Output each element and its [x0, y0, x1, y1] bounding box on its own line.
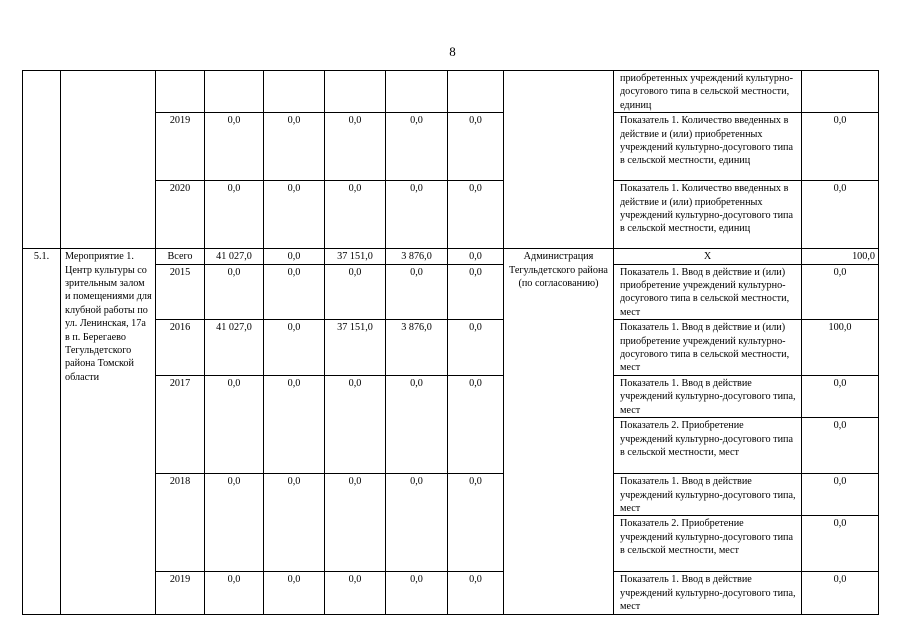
page-number: 8	[449, 44, 456, 59]
cell-indicator: Показатель 1. Ввод в действие и (или) приобретение учреждений культурно-досугового типа в сельской местности, мест	[614, 320, 802, 376]
cell-value: 0,0	[264, 572, 325, 614]
cell-indicator-value: 0,0	[802, 181, 879, 249]
cell-value: 3 876,0	[386, 320, 448, 376]
cell-indicator-value: 100,0	[802, 249, 879, 264]
cell-value: 0,0	[205, 181, 264, 249]
cell-year: 2019	[156, 113, 205, 181]
cell-year: 2018	[156, 474, 205, 572]
cell-value: 0,0	[205, 572, 264, 614]
cell-value: 0,0	[264, 249, 325, 264]
cell-value: 0,0	[264, 264, 325, 320]
cell-indicator: X	[614, 249, 802, 264]
cell-year: 2017	[156, 375, 205, 473]
cell-value: 0,0	[264, 320, 325, 376]
cell-value: 0,0	[448, 181, 504, 249]
cell-value	[386, 71, 448, 113]
cell-value: 0,0	[264, 181, 325, 249]
cell-indicator-value: 0,0	[802, 264, 879, 320]
cell-value: 0,0	[448, 249, 504, 264]
cell-value: 0,0	[448, 572, 504, 614]
cell-indicator-value: 0,0	[802, 572, 879, 614]
cell-value: 0,0	[205, 375, 264, 473]
cell-value: 0,0	[386, 474, 448, 572]
cell-value: 0,0	[205, 264, 264, 320]
cell-number: 5.1.	[23, 249, 61, 614]
cell-value: 0,0	[325, 264, 386, 320]
program-table	[22, 70, 879, 615]
cell-indicator-value: 0,0	[802, 474, 879, 516]
cell-indicator: Показатель 1. Ввод в действие учреждений культурно-досугового типа, мест	[614, 375, 802, 417]
cell-value: 0,0	[448, 474, 504, 572]
cell-value: 0,0	[386, 113, 448, 181]
cell-value	[448, 71, 504, 113]
cell-indicator: приобретенных учреждений культурно-досугового типа в сельской местности, единиц	[614, 71, 802, 113]
cell-value: 0,0	[205, 474, 264, 572]
cell-value: 37 151,0	[325, 249, 386, 264]
cell-value: 0,0	[386, 572, 448, 614]
cell-value: 0,0	[325, 181, 386, 249]
cell-value: 0,0	[448, 320, 504, 376]
cell-indicator-value: 0,0	[802, 375, 879, 417]
cell-value: 0,0	[264, 113, 325, 181]
cell-year: 2016	[156, 320, 205, 376]
cell-value: 0,0	[325, 474, 386, 572]
cell-value: 41 027,0	[205, 320, 264, 376]
cell-value: 0,0	[386, 375, 448, 473]
cell-number	[23, 71, 61, 249]
cell-value: 0,0	[325, 572, 386, 614]
cell-indicator: Показатель 1. Ввод в действие учреждений культурно-досугового типа, мест	[614, 474, 802, 516]
cell-year: 2019	[156, 572, 205, 614]
cell-year	[156, 71, 205, 113]
cell-value: 0,0	[264, 375, 325, 473]
cell-indicator-value: 0,0	[802, 113, 879, 181]
cell-value	[325, 71, 386, 113]
cell-value	[264, 71, 325, 113]
cell-executor: Администрация Тегульдетского района (по согласованию)	[504, 249, 614, 614]
cell-value: 41 027,0	[205, 249, 264, 264]
cell-value: 0,0	[448, 113, 504, 181]
cell-value: 3 876,0	[386, 249, 448, 264]
cell-indicator-value: 0,0	[802, 516, 879, 572]
cell-value: 0,0	[386, 181, 448, 249]
cell-executor	[504, 71, 614, 249]
cell-year: Всего	[156, 249, 205, 264]
cell-indicator: Показатель 1. Количество введенных в действие и (или) приобретенных учреждений культурно-досугового типа в сельской местности, единиц	[614, 181, 802, 249]
cell-indicator: Показатель 2. Приобретение учреждений культурно-досугового типа в сельской местности, мест	[614, 516, 802, 572]
cell-indicator-value: 100,0	[802, 320, 879, 376]
cell-indicator: Показатель 1. Ввод в действие учреждений культурно-досугового типа, мест	[614, 572, 802, 614]
cell-indicator-value: 0,0	[802, 418, 879, 474]
cell-value: 0,0	[264, 474, 325, 572]
cell-value: 0,0	[448, 375, 504, 473]
cell-name	[61, 71, 156, 249]
table-row	[23, 249, 879, 264]
cell-indicator-value	[802, 71, 879, 113]
cell-indicator: Показатель 1. Количество введенных в действие и (или) приобретенных учреждений культурно-досугового типа в сельской местности, единиц	[614, 113, 802, 181]
cell-value: 0,0	[205, 113, 264, 181]
cell-year: 2020	[156, 181, 205, 249]
cell-value	[205, 71, 264, 113]
cell-value: 0,0	[325, 113, 386, 181]
cell-indicator: Показатель 2. Приобретение учреждений культурно-досугового типа в сельской местности, мест	[614, 418, 802, 474]
table-row	[23, 71, 879, 113]
cell-indicator: Показатель 1. Ввод в действие и (или) приобретение учреждений культурно-досугового типа в сельской местности, мест	[614, 264, 802, 320]
cell-value: 37 151,0	[325, 320, 386, 376]
cell-value: 0,0	[325, 375, 386, 473]
cell-year: 2015	[156, 264, 205, 320]
cell-value: 0,0	[386, 264, 448, 320]
cell-name: Мероприятие 1. Центр культуры со зрительным залом и помещениями для клубной работы по ул. Ленинская, 17а в п. Берегаево Тегульдетского района Томской области	[61, 249, 156, 614]
cell-value: 0,0	[448, 264, 504, 320]
